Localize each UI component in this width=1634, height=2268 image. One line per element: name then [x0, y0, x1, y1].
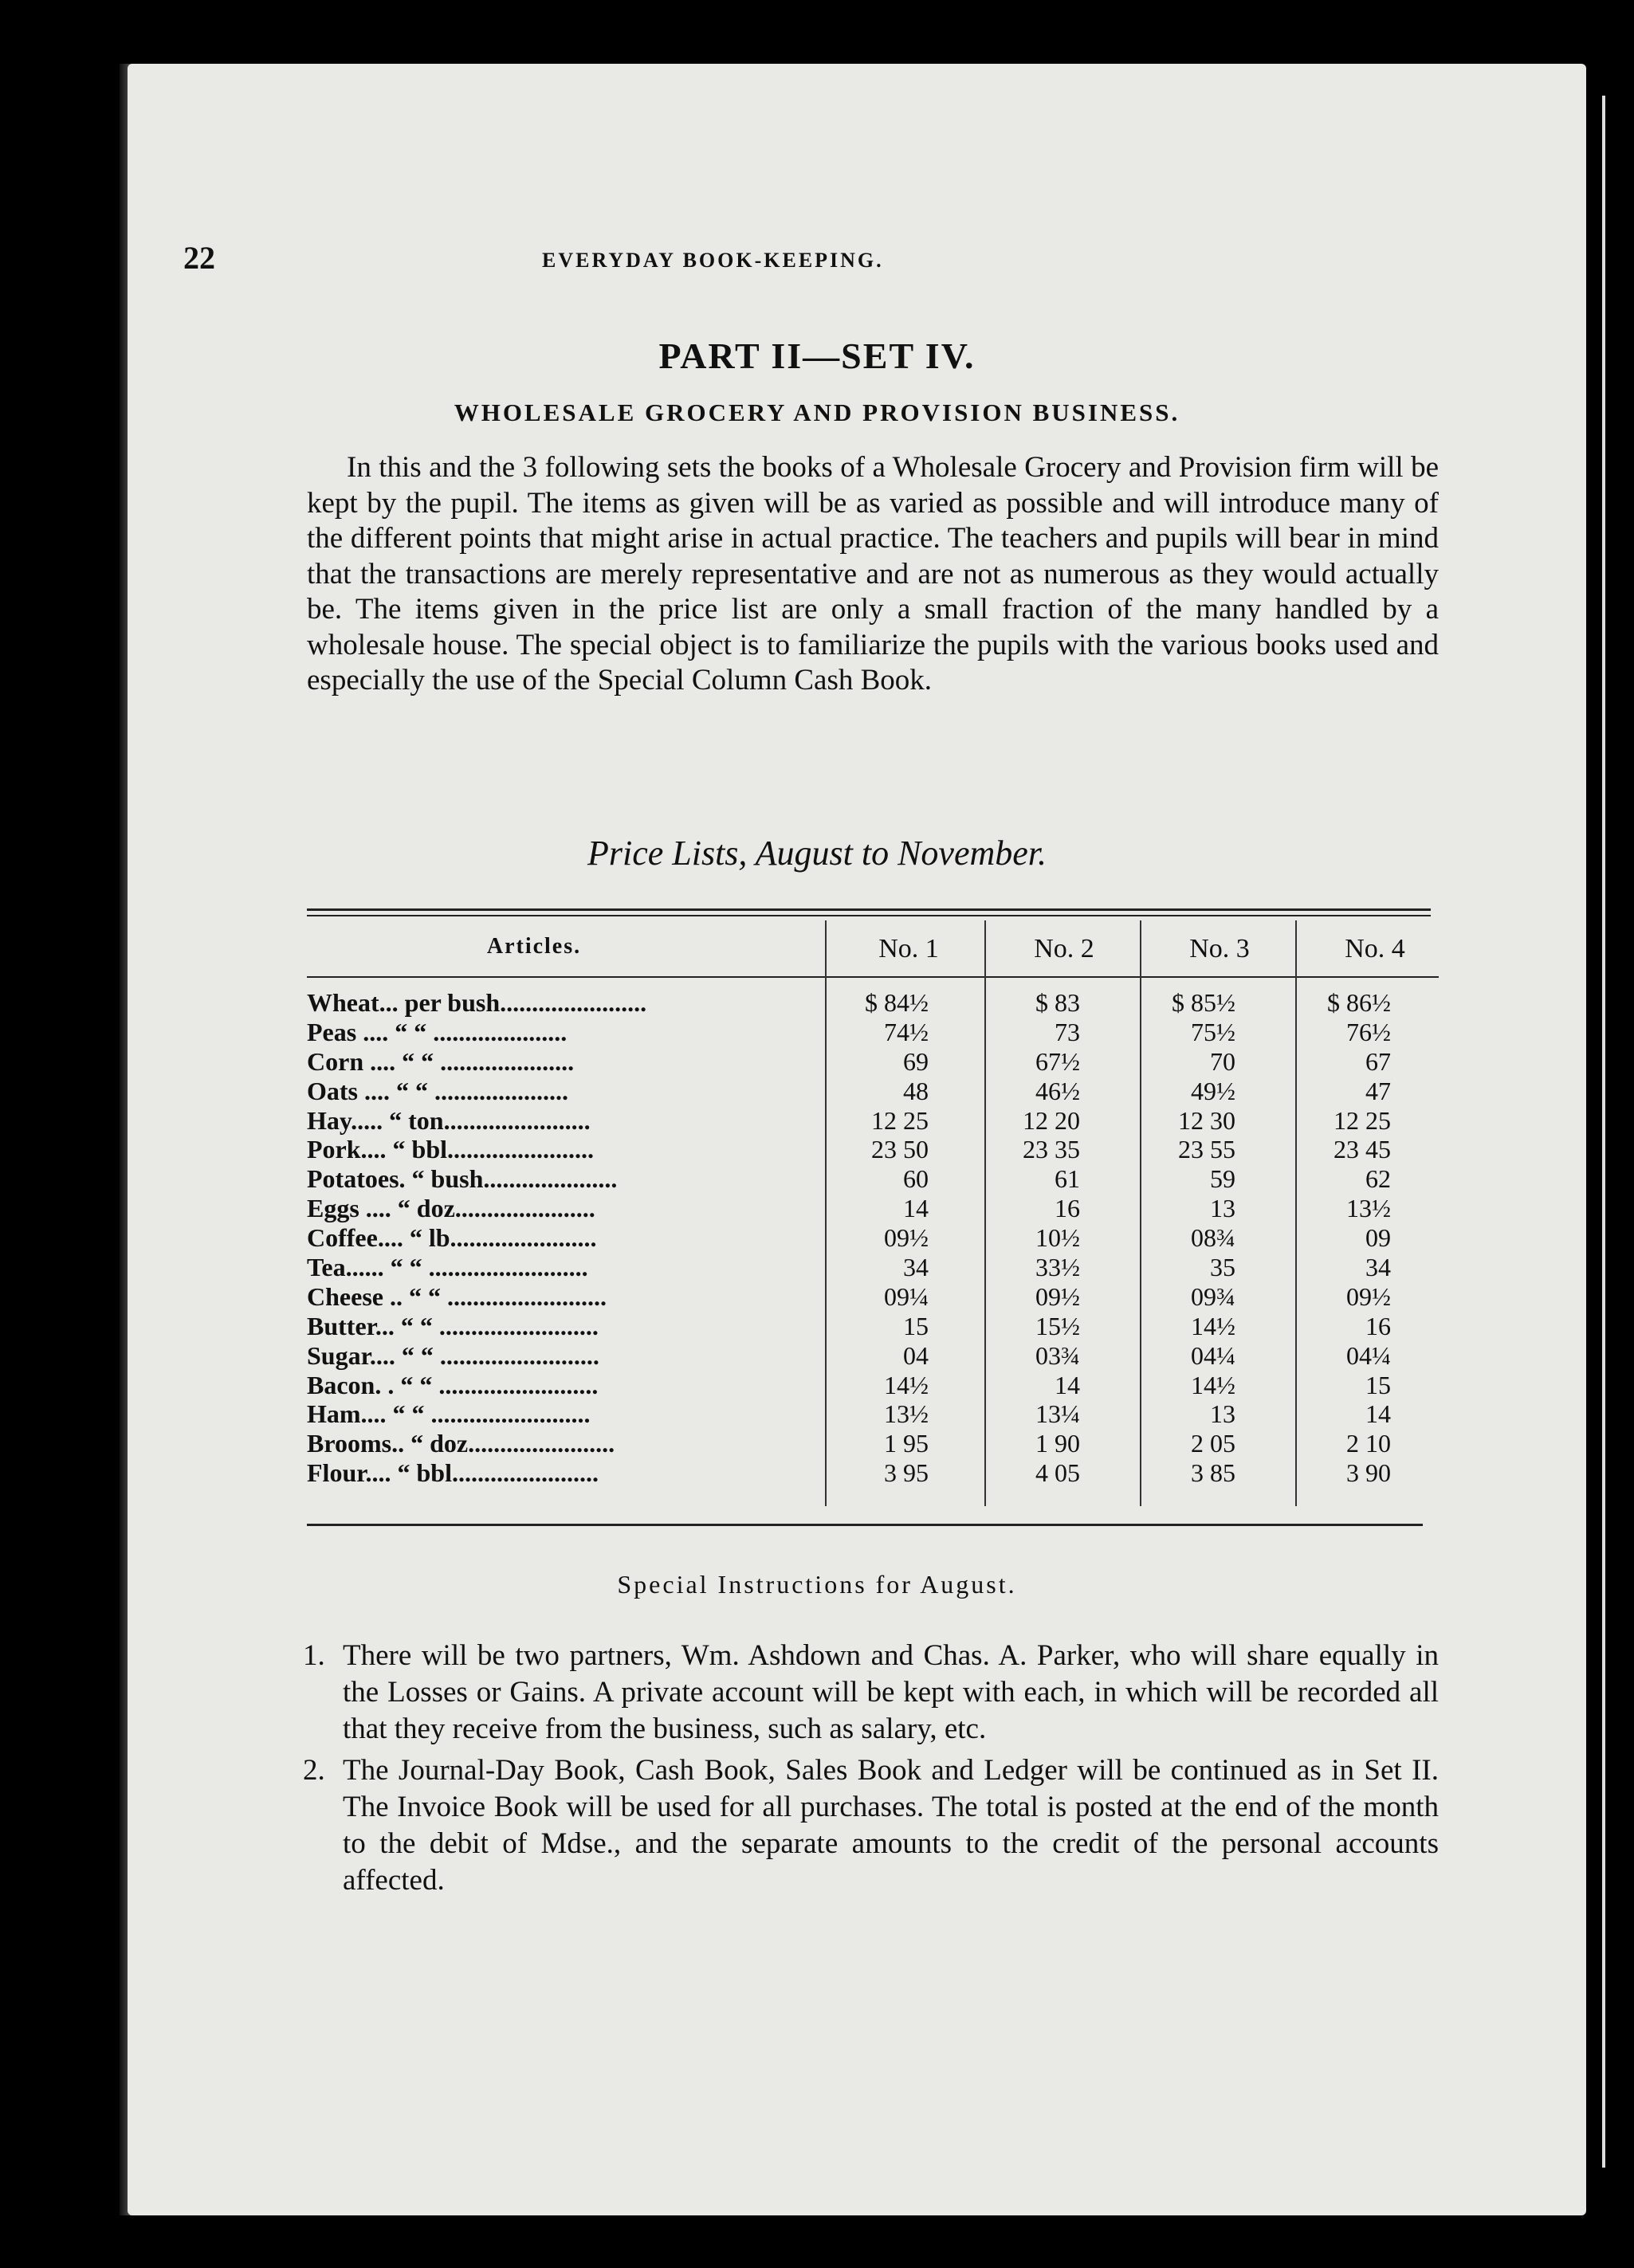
- table-row: [307, 1371, 1439, 1400]
- price-no4: 13½: [1346, 1194, 1391, 1223]
- table-row: [307, 1164, 1439, 1194]
- price-no3: 12 30: [1178, 1105, 1235, 1135]
- price-no1: 04: [903, 1340, 929, 1370]
- price-no1: 60: [903, 1164, 929, 1194]
- section-title: PART II—SET IV.: [658, 335, 976, 376]
- instruction-item: [303, 1638, 1439, 1748]
- price-no2: 73: [1055, 1017, 1080, 1046]
- table-top-rule-2: [307, 915, 1431, 916]
- page-number: 22: [183, 240, 215, 276]
- price-no2: 12 20: [1023, 1105, 1080, 1135]
- price-no2: 61: [1055, 1164, 1080, 1194]
- price-no2: 33½: [1035, 1253, 1080, 1282]
- article-name: Bacon. . “ “ .........................: [307, 1370, 599, 1399]
- table-row: [307, 1223, 1439, 1253]
- price-no3: 09¾: [1191, 1281, 1235, 1311]
- price-no4: $ 86½: [1327, 988, 1391, 1017]
- price-no4: 47: [1365, 1076, 1391, 1105]
- table-row: [307, 1194, 1439, 1223]
- price-no3: 23 55: [1178, 1135, 1235, 1164]
- article-name: Hay..... “ ton.......................: [307, 1105, 591, 1135]
- price-no2: 15½: [1035, 1311, 1080, 1340]
- article-name: Potatoes. “ bush.....................: [307, 1164, 618, 1194]
- price-no1: $ 84½: [865, 988, 929, 1017]
- column-header-no3: No. 3: [1189, 934, 1250, 963]
- price-no3: $ 85½: [1172, 988, 1235, 1017]
- table-top-rule: [307, 908, 1431, 911]
- table-row: [307, 1018, 1439, 1047]
- price-no4: 23 45: [1334, 1135, 1391, 1164]
- price-no2: 09½: [1035, 1281, 1080, 1311]
- instructions-list: [303, 1638, 1439, 1904]
- article-name: Pork.... “ bbl.......................: [307, 1135, 595, 1164]
- price-no1: 74½: [884, 1017, 929, 1046]
- price-no2: 03¾: [1035, 1340, 1080, 1370]
- article-name: Coffee.... “ lb.......................: [307, 1223, 597, 1253]
- instruction-text: The Journal-Day Book, Cash Book, Sales Book and Ledger will be continued as in Set II. The Invoice Book will be used for all purchases. The total is posted at the end of the month to the debit of Mdse., and the separate amounts to the credit of the personal accounts affected.: [343, 1754, 1439, 1897]
- article-name: Sugar.... “ “ .........................: [307, 1340, 599, 1370]
- table-row: [307, 1429, 1439, 1458]
- price-no3: 14½: [1191, 1370, 1235, 1399]
- price-no4: 16: [1365, 1311, 1391, 1340]
- price-no4: 34: [1365, 1253, 1391, 1282]
- article-name: Brooms.. “ doz.......................: [307, 1429, 615, 1458]
- table-row: [307, 1106, 1439, 1136]
- price-no1: 48: [903, 1076, 929, 1105]
- intro-paragraph: In this and the 3 following sets the books of a Wholesale Grocery and Provision firm will be kept by the pupil. The items as given will be as varied as possible and will introduce many of the different points that might arise in actual practice. The teachers and pupils will bear in mind that the transactions are merely representative and are not as numerous as they would actually be. The items given in the price list are only a small fraction of the many handled by a wholesale house. The special object is to familiarize the pupils with the various books used and especially the use of the Special Column Cash Book.: [307, 451, 1439, 696]
- price-no2: 67½: [1035, 1046, 1080, 1076]
- price-no1: 23 50: [871, 1135, 929, 1164]
- price-no1: 12 25: [871, 1105, 929, 1135]
- article-name: Eggs .... “ doz......................: [307, 1194, 595, 1223]
- price-no2: 13¼: [1035, 1399, 1080, 1429]
- article-name: Oats .... “ “ .....................: [307, 1076, 568, 1105]
- column-header-no2: No. 2: [1034, 934, 1094, 963]
- article-name: Corn .... “ “ .....................: [307, 1046, 575, 1076]
- article-name: Flour.... “ bbl.......................: [307, 1458, 599, 1488]
- price-no2: 1 90: [1035, 1429, 1080, 1458]
- section-subtitle: WHOLESALE GROCERY AND PROVISION BUSINESS.: [454, 398, 1180, 426]
- price-no4: 12 25: [1334, 1105, 1391, 1135]
- price-no2: 14: [1055, 1370, 1080, 1399]
- price-no2: 16: [1055, 1194, 1080, 1223]
- special-instructions-heading: Special Instructions for August.: [617, 1570, 1017, 1599]
- price-no3: 49½: [1191, 1076, 1235, 1105]
- price-no3: 13: [1210, 1194, 1235, 1223]
- price-no4: 3 90: [1346, 1458, 1391, 1488]
- price-no4: 09: [1365, 1223, 1391, 1253]
- price-table: [307, 988, 1439, 1488]
- price-no3: 59: [1210, 1164, 1235, 1194]
- price-no4: 2 10: [1346, 1429, 1391, 1458]
- column-header-articles: Articles.: [486, 934, 582, 959]
- price-no4: 67: [1365, 1046, 1391, 1076]
- column-header-no1: No. 1: [878, 934, 939, 963]
- price-no4: 09½: [1346, 1281, 1391, 1311]
- price-no1: 09¼: [884, 1281, 929, 1311]
- table-row: [307, 1077, 1439, 1106]
- price-no4: 62: [1365, 1164, 1391, 1194]
- table-row: [307, 1047, 1439, 1077]
- price-no3: 75½: [1191, 1017, 1235, 1046]
- price-no1: 15: [903, 1311, 929, 1340]
- price-no1: 14: [903, 1194, 929, 1223]
- price-no4: 14: [1365, 1399, 1391, 1429]
- price-no1: 14½: [884, 1370, 929, 1399]
- instruction-item: [303, 1752, 1439, 1899]
- price-no3: 2 05: [1191, 1429, 1235, 1458]
- table-header-rule: [307, 976, 1439, 978]
- article-name: Wheat... per bush.......................: [307, 988, 647, 1017]
- price-no1: 34: [903, 1253, 929, 1282]
- price-no4: 76½: [1346, 1017, 1391, 1046]
- table-bottom-rule: [307, 1524, 1423, 1526]
- column-header-no4: No. 4: [1345, 934, 1405, 963]
- price-no3: 35: [1210, 1253, 1235, 1282]
- table-row: [307, 1458, 1439, 1488]
- price-no2: 23 35: [1023, 1135, 1080, 1164]
- table-caption: Price Lists, August to November.: [587, 834, 1047, 873]
- price-no3: 08¾: [1191, 1223, 1235, 1253]
- price-no2: 10½: [1035, 1223, 1080, 1253]
- article-name: Ham.... “ “ .........................: [307, 1399, 591, 1429]
- table-row: [307, 1399, 1439, 1429]
- price-no2: 4 05: [1035, 1458, 1080, 1488]
- price-no3: 14½: [1191, 1311, 1235, 1340]
- price-no1: 1 95: [884, 1429, 929, 1458]
- table-row: [307, 988, 1439, 1018]
- page-edge: [1586, 64, 1634, 2215]
- price-no1: 13½: [884, 1399, 929, 1429]
- running-head: EVERYDAY BOOK-KEEPING.: [542, 249, 884, 272]
- price-no3: 04¼: [1191, 1340, 1235, 1370]
- price-no3: 70: [1210, 1046, 1235, 1076]
- article-name: Peas .... “ “ .....................: [307, 1017, 568, 1046]
- table-row: [307, 1135, 1439, 1164]
- price-no2: 46½: [1035, 1076, 1080, 1105]
- article-name: Cheese .. “ “ .........................: [307, 1281, 607, 1311]
- price-no3: 13: [1210, 1399, 1235, 1429]
- price-no4: 04¼: [1346, 1340, 1391, 1370]
- price-no1: 69: [903, 1046, 929, 1076]
- price-no2: $ 83: [1035, 988, 1080, 1017]
- table-row: [307, 1282, 1439, 1312]
- table-row: [307, 1253, 1439, 1282]
- price-no1: 09½: [884, 1223, 929, 1253]
- instruction-number: 1.: [303, 1639, 325, 1672]
- price-no3: 3 85: [1191, 1458, 1235, 1488]
- instruction-number: 2.: [303, 1754, 325, 1787]
- page-header: [183, 239, 1427, 279]
- table-row: [307, 1312, 1439, 1341]
- table-row: [307, 1341, 1439, 1371]
- price-no4: 15: [1365, 1370, 1391, 1399]
- article-name: Butter... “ “ .........................: [307, 1311, 599, 1340]
- article-name: Tea...... “ “ .........................: [307, 1253, 588, 1282]
- instruction-text: There will be two partners, Wm. Ashdown and Chas. A. Parker, who will share equally in the Losses or Gains. A private account will be kept with each, in which will be recorded all that they receive from the business, such as salary, etc.: [343, 1639, 1439, 1745]
- price-no1: 3 95: [884, 1458, 929, 1488]
